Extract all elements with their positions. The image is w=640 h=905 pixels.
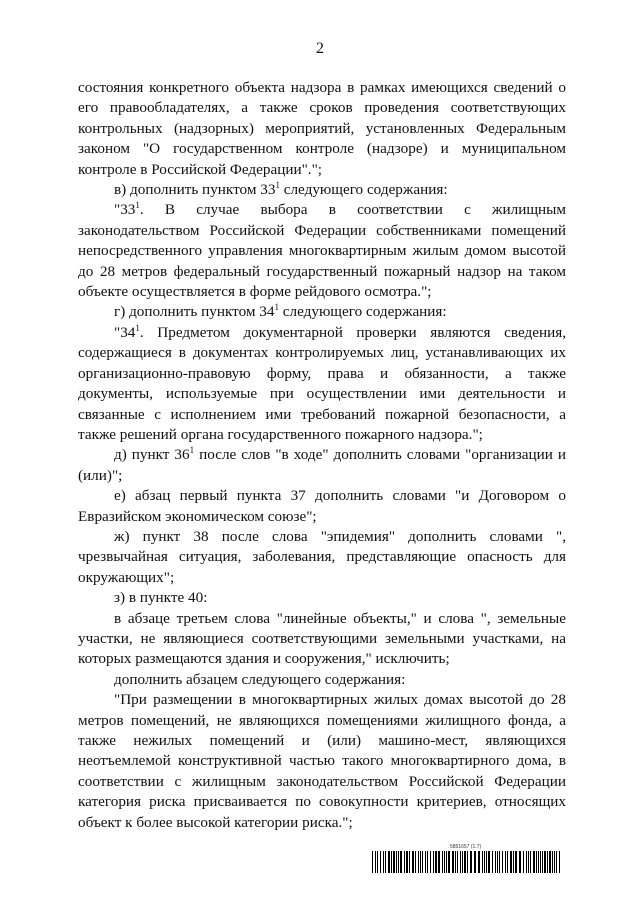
paragraph-item-zh: ж) пункт 38 после слова "эпидемия" дополнить словами ", чрезвычайная ситуация, заболевания, представляющие опасность для окружающих"; — [78, 527, 566, 586]
document-code: 5851657 (1.7) — [450, 844, 482, 850]
paragraph-item-e: е) абзац первый пункта 37 дополнить словами "и Договором о Евразийском экономическом союзе"; — [78, 487, 566, 525]
paragraph-continuation: состояния конкретного объекта надзора в рамках имеющихся сведений о его правообладателях, а также сроков проведения соответствующих контрольных (надзорных) мероприятий, установленных Федеральным законом "О государственном контроле (надзоре) и муниципальном контроле в Российской Федерации"."; — [78, 79, 566, 178]
paragraph-point-34-1: "$34^1$. Предметом документарной проверки являются сведения, содержащиеся в документах контролируемых лиц, устанавливающих их организационно-правовую форму, права и обязанности, а также документы, используемые при осуществлении ими деятельности и связанные с исполнением ими требований пожарной безопасности, а также решений органа государственного пожарного надзора."; — [78, 322, 566, 443]
paragraph-item-d: д) пункт $36^1$ после слов "в ходе" дополнить словами "организации и (или)"; — [78, 445, 566, 484]
page-number: 2 — [316, 40, 324, 57]
paragraph-item-z: з) в пункте 40: — [114, 589, 208, 607]
paragraph-new-abzac: "При размещении в многоквартирных жилых домах высотой до 28 метров помещений, не являющихся помещениями жилищного фонда, а также нежилых помещений и (или) машино-мест, являющихся неотъемлемой конструктивной частью такого многоквартирного дома, в соответствии с жилищным законодательством Российской Федерации категория риска присваивается по совокупности критериев, относящих объект к более высокой категории риска."; — [78, 691, 566, 831]
paragraph-item-z-abzac: в абзаце третьем слова "линейные объекты," и слова ", земельные участки, не являющиеся соответствующими земельными участками, на которых размещаются здания и сооружения," исключить; — [78, 609, 566, 668]
paragraph-point-33-1: "$33^1$. В случае выбора в соответствии с жилищным законодательством Российской Федерации собственниками помещений непосредственного управления многоквартирным жилым домом высотой до 28 метров федеральный государственный пожарный надзор на таком объекте осуществляется в форме рейдового осмотра."; — [78, 200, 566, 301]
barcode-icon — [372, 851, 562, 873]
paragraph-add-abzac: дополнить абзацем следующего содержания: — [114, 670, 406, 688]
document-body — [78, 78, 566, 833]
paragraph-item-v: в) дополнить пунктом $33^1$ следующего содержания: — [114, 179, 448, 199]
paragraph-item-g: г) дополнить пунктом $34^1$ следующего содержания: — [114, 302, 447, 321]
